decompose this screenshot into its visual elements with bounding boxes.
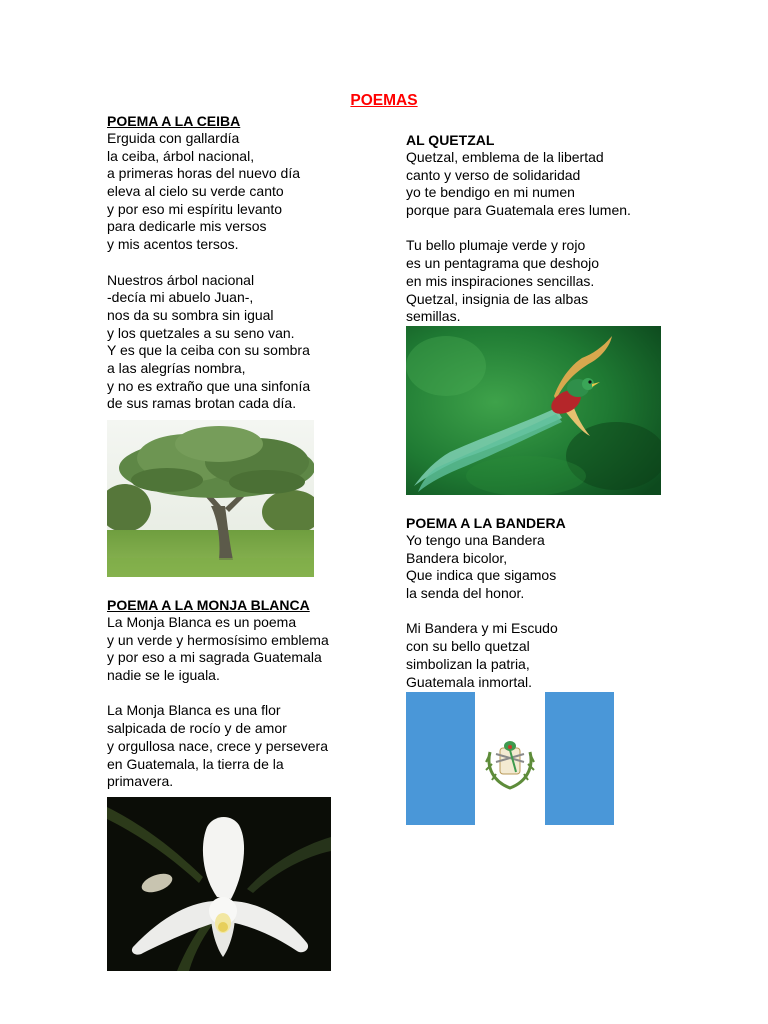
- poem-line: la ceiba, árbol nacional,: [107, 147, 255, 164]
- stanza: [107, 130, 397, 254]
- poem-line: Bandera bicolor,: [406, 549, 508, 566]
- poem-line: Que indica que sigamos: [406, 567, 557, 584]
- poem-title: POEMA A LA BANDERA: [406, 515, 566, 531]
- poem-line: y un verde y hermosísimo emblema: [107, 631, 329, 648]
- poem-line: a primeras horas del nuevo día: [107, 165, 300, 182]
- poem-line: y orgullosa nace, crece y persevera: [107, 737, 328, 754]
- poem-title: POEMA A LA CEIBA: [107, 113, 241, 129]
- poem-line: eleva al cielo su verde canto: [107, 183, 284, 200]
- poem-line: y mis acentos tersos.: [107, 236, 239, 253]
- poem-bandera: [406, 514, 696, 691]
- poem-line: Quetzal, emblema de la libertad: [406, 149, 604, 165]
- stanza: [107, 614, 397, 685]
- poem-line: es un pentagrama que deshojo: [406, 255, 600, 272]
- poem-line: semillas.: [406, 308, 461, 325]
- poem-line: para dedicarle mis versos: [107, 218, 267, 235]
- poem-line: a las alegrías nombra,: [107, 359, 246, 376]
- poem-line: canto y verso de solidaridad: [406, 166, 581, 183]
- poem-line: Erguida con gallardía: [107, 130, 240, 146]
- poem-line: Nuestros árbol nacional: [107, 271, 255, 288]
- poem-line: simbolizan la patria,: [406, 655, 530, 672]
- stanza: [107, 702, 397, 790]
- ceiba-tree-image: [107, 420, 314, 577]
- poem-line: la senda del honor.: [406, 585, 525, 602]
- poem-line: La Monja Blanca es una flor: [107, 702, 281, 719]
- poem-line: Y es que la ceiba con su sombra: [107, 342, 310, 359]
- flag-left-stripe: [406, 692, 475, 825]
- poem-line: yo te bendigo en mi numen: [406, 184, 575, 201]
- poem-line: La Monja Blanca es un poema: [107, 614, 297, 630]
- poem-line: y no es extraño que una sinfonía: [107, 377, 311, 394]
- poem-line: Guatemala inmortal.: [406, 673, 533, 690]
- stanza: [406, 149, 696, 220]
- poem-line: Yo tengo una Bandera: [406, 532, 545, 548]
- poem-ceiba: [107, 112, 397, 413]
- poem-line: nos da su sombra sin igual: [107, 306, 274, 323]
- poem-title: POEMA A LA MONJA BLANCA: [107, 597, 310, 613]
- poem-line: en Guatemala, la tierra de la: [107, 755, 284, 772]
- stanza: [406, 532, 696, 603]
- poem-line: primavera.: [107, 773, 174, 790]
- poem-line: salpicada de rocío y de amor: [107, 720, 287, 737]
- stanza: [406, 237, 696, 325]
- flag-right-stripe: [545, 692, 614, 825]
- poem-line: en mis inspiraciones sencillas.: [406, 272, 595, 289]
- poem-line: y por eso a mi sagrada Guatemala: [107, 649, 322, 666]
- poem-line: Tu bello plumaje verde y rojo: [406, 237, 586, 254]
- poem-line: y los quetzales a su seno van.: [107, 324, 295, 341]
- poem-line: porque para Guatemala eres lumen.: [406, 202, 631, 219]
- stanza: [107, 272, 397, 414]
- poem-line: Quetzal, insignia de las albas: [406, 290, 589, 307]
- stanza: [406, 620, 696, 691]
- poem-line: nadie se le iguala.: [107, 667, 220, 684]
- poem-line: -decía mi abuelo Juan-,: [107, 289, 254, 306]
- poem-line: y por eso mi espíritu levanto: [107, 200, 283, 217]
- quetzal-bird-image: [406, 326, 661, 495]
- poem-monja-blanca: [107, 596, 397, 791]
- poem-line: Mi Bandera y mi Escudo: [406, 620, 558, 637]
- poem-title: AL QUETZAL: [406, 132, 495, 148]
- poem-quetzal: [406, 131, 696, 326]
- poem-line: con su bello quetzal: [406, 638, 530, 655]
- page-title: POEMAS: [350, 92, 418, 109]
- white-orchid-image: [107, 797, 331, 971]
- guatemala-flag-image: [406, 692, 614, 825]
- poem-line: de sus ramas brotan cada día.: [107, 395, 297, 412]
